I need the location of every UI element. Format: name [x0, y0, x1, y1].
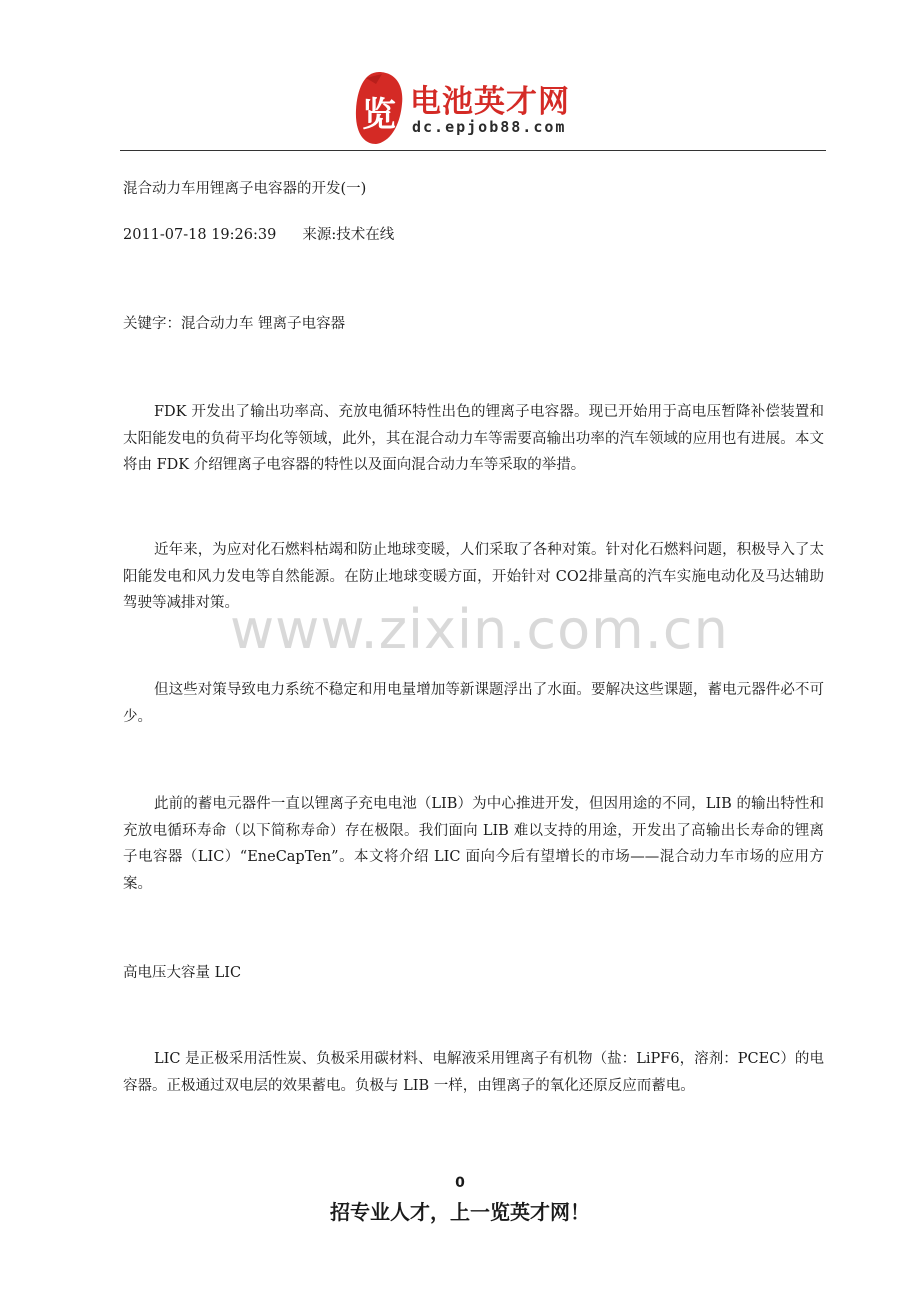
- article-paragraph: FDK 开发出了输出功率高、充放电循环特性出色的锂离子电容器。现已开始用于高电压暂降补偿装置和太阳能发电的负荷平均化等领域，此外，其在混合动力车等需要高输出功率的汽车领域的应用也有进展。本文将由 FDK 介绍锂离子电容器的特性以及面向混合动力车等采取的举措。: [123, 404, 824, 473]
- page-number: 0: [455, 1175, 465, 1191]
- article-date: 2011-07-18 19:26:39: [123, 227, 277, 243]
- logo-badge-icon: [352, 70, 406, 146]
- article-keywords: 关键字：混合动力车 锂离子电容器: [123, 316, 346, 332]
- article-paragraph: 近年来，为应对化石燃料枯竭和防止地球变暖，人们采取了各种对策。针对化石燃料问题，积极导入了太阳能发电和风力发电等自然能源。在防止地球变暖方面，开始针对 CO2排量高的汽车实施电动化及马达辅助驾驶等减排对策。: [123, 542, 824, 611]
- section-paragraph: LIC 是正极采用活性炭、负极采用碳材料、电解液采用锂离子有机物（盐：LiPF6，溶剂：PCEC）的电容器。正极通过双电层的效果蓄电。负极与 LIB 一样，由锂离子的氧化还原反应而蓄电。: [123, 1051, 824, 1094]
- logo-url[interactable]: dc.epjob88.com: [412, 118, 567, 136]
- logo-glyph: 览: [362, 95, 396, 135]
- site-logo[interactable]: [352, 68, 602, 148]
- logo-title-text: 电池英才网: [410, 84, 570, 120]
- article-meta: [123, 223, 394, 244]
- section-heading: 高电压大容量 LIC: [123, 965, 242, 981]
- article-paragraph: 但这些对策导致电力系统不稳定和用电量增加等新课题浮出了水面。要解决这些课题，蓄电元器件必不可少。: [123, 682, 824, 725]
- footer-slogan: 招专业人才，上一览英才网！: [330, 1200, 590, 1224]
- logo-title: [410, 76, 570, 121]
- watermark: www.zixin.com.cn: [230, 598, 729, 661]
- article-source: 来源:技术在线: [302, 227, 395, 243]
- article-paragraph: 此前的蓄电元器件一直以锂离子充电电池（LIB）为中心推进开发，但因用途的不同，LIB 的输出特性和充放电循环寿命（以下简称寿命）存在极限。我们面向 LIB 难以支持的用途，开发出了高输出长寿命的锂离子电容器（LIC）“EneCapTen”。本文将介绍 LIC 面向今后有望增长的市场——混合动力车市场的应用方案。: [123, 796, 824, 892]
- article-title: 混合动力车用锂离子电容器的开发(一): [123, 181, 367, 197]
- header-divider: [120, 150, 826, 151]
